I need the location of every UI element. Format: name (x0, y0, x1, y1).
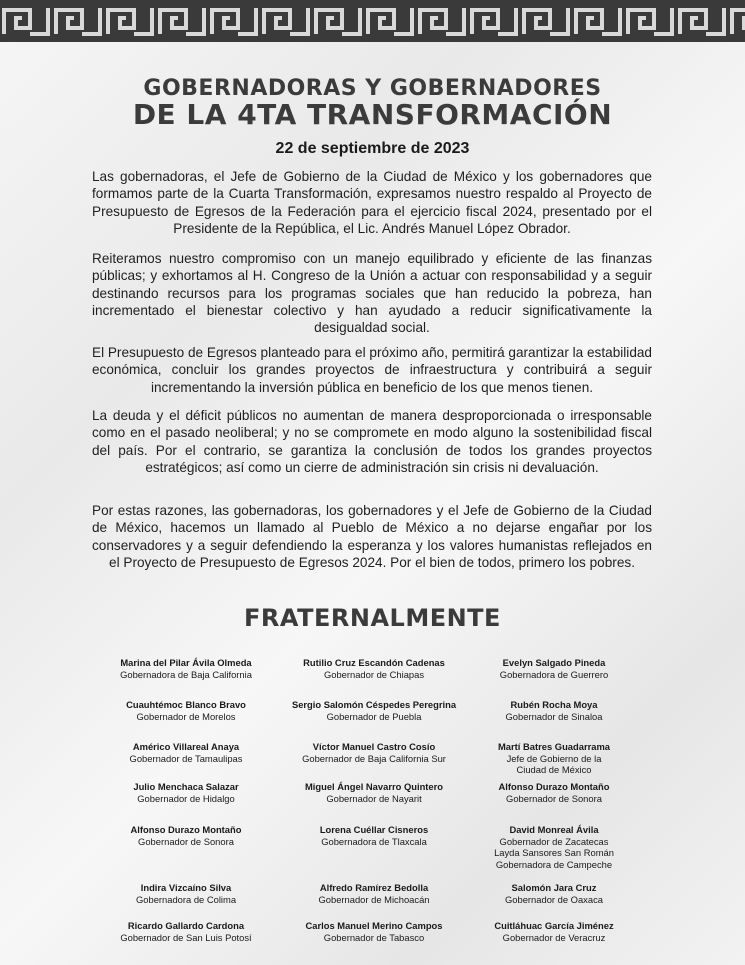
signatory-role: Gobernadora de Colima (135, 893, 237, 905)
signatory-name: Ricardo Gallardo Cardona (127, 920, 245, 931)
paragraph-2: Reiteramos nuestro compromiso con un manejo equilibrado y eficiente de las finanzas públicas; y exhortamos al H. Congreso de la Unión a actuar con responsabilidad y a seguir destinando recursos para los programas sociales que han reducido la pobreza, han incrementado el bienestar colectivo y han ayudado a reducir significativamente la desigualdad social. (92, 251, 652, 336)
signatory-role: Gobernador de Tabasco (323, 931, 425, 943)
document-title-line2: DE LA 4TA TRANSFORMACIÓN (132, 98, 613, 131)
signatory-role: Gobernador de Hidalgo (137, 792, 235, 804)
signatory (439, 882, 669, 905)
paragraph-3: El Presupuesto de Egresos planteado para el próximo año, permitirá garantizar la estabilidad económica, concluir los grandes proyectos de infraestructura y contribuirá a seguir incrementando la inversión pública en beneficio de los que menos tienen. (92, 345, 652, 395)
signatory-name: Cuitláhuac García Jiménez (494, 920, 614, 931)
signatory-name: Sergio Salomón Céspedes Peregrina (291, 699, 457, 710)
signatory-name: Miguel Ángel Navarro Quintero (304, 781, 444, 792)
signatory (439, 741, 669, 776)
signatory-role: Gobernadora de Baja California (120, 668, 252, 680)
paragraph-5: Por estas razones, las gobernadoras, los gobernadores y el Jefe de Gobierno de la Ciudad de México, hacemos un llamado al Pueblo de México a no dejarse engañar por los conservadores y a seguir defendiendo la esperanza y los valores humanistas reflejados en el Proyecto de Presupuesto de Egresos 2024. Por el bien de todos, primero los pobres. (92, 503, 652, 570)
signatory-role: Gobernador de Sonora (138, 835, 234, 847)
signatory-role: Gobernadora de Guerrero (499, 668, 609, 680)
paragraph-4: La deuda y el déficit públicos no aumentan de manera desproporcionada o irresponsable como en el pasado neoliberal; y no se compromete en modo alguno la sostenibilidad fiscal del país. Por el contrario, se garantiza la conclusión de todos los grandes proyectos estratégicos; así como un cierre de administración sin crisis ni devaluación. (92, 408, 652, 475)
signatory-name: Evelyn Salgado Pineda (502, 657, 606, 668)
signatory-name: Salomón Jara Cruz (511, 882, 597, 893)
signatory (439, 781, 669, 804)
signatory-role: Gobernador de Puebla (326, 710, 422, 722)
signatory-name: Martí Batres Guadarrama (497, 741, 611, 752)
signatory-role: Gobernador de Michoacán (318, 893, 430, 905)
signatory-name: Alfonso Durazo Montaño (498, 781, 610, 792)
document-date: 22 de septiembre de 2023 (275, 140, 470, 157)
signatory-role-line2: Ciudad de México (516, 764, 592, 775)
signatory-name: Rutilio Cruz Escandón Cadenas (303, 657, 445, 668)
signatory-role: Gobernador de Veracruz (502, 931, 606, 943)
signatory (439, 920, 669, 943)
signatory-role: Gobernador de Tamaulipas (129, 752, 243, 764)
signatory-role: Gobernador de Chiapas (323, 668, 425, 680)
signatory-name: Víctor Manuel Castro Cosío (312, 741, 436, 752)
signatory-name: Lorena Cuéllar Cisneros (319, 824, 429, 835)
signatory-name-second: Layda Sansores San Román (494, 847, 614, 858)
signatory-name: Indira Vizcaíno Silva (140, 882, 232, 893)
document-title-line1: GOBERNADORAS Y GOBERNADORES (143, 76, 602, 101)
signatory-role: Gobernador de Morelos (136, 710, 236, 722)
signatory-name: Alfonso Durazo Montaño (130, 824, 242, 835)
signatory-role: Gobernador de Sinaloa (505, 710, 603, 722)
signatory-role: Gobernador de San Luis Potosí (120, 931, 252, 943)
signatory (439, 657, 669, 680)
signatory-role-second: Gobernadora de Campeche (495, 858, 613, 870)
signatory-role: Gobernador de Sonora (506, 792, 602, 804)
signatory-role: Gobernador de Nayarit (326, 792, 422, 804)
signatory-name: David Monreal Ávila (509, 824, 599, 835)
greca-border-decoration (0, 0, 745, 42)
signatory (439, 824, 669, 870)
signatory-role: Gobernador de Baja California Sur (302, 752, 446, 764)
signatory-name: Rubén Rocha Moya (510, 699, 598, 710)
signatory-name: Alfredo Ramírez Bedolla (319, 882, 429, 893)
closing-salutation: FRATERNALMENTE (244, 604, 501, 632)
signatory-name: Carlos Manuel Merino Campos (305, 920, 443, 931)
signatory-name: Marina del Pilar Ávila Olmeda (120, 657, 252, 668)
signatory-role: Gobernador de Oaxaca (505, 893, 603, 905)
signatory-name: Julio Menchaca Salazar (133, 781, 239, 792)
signatory-name: Cuauhtémoc Blanco Bravo (126, 699, 246, 710)
paragraph-1: Las gobernadoras, el Jefe de Gobierno de la Ciudad de México y los gobernadores que formamos parte de la Cuarta Transformación, expresamos nuestro respaldo al Proyecto de Presupuesto de Egresos de la Federación para el ejercicio fiscal 2024, presentado por el Presidente de la República, el Lic. Andrés Manuel López Obrador. (92, 169, 652, 236)
signatory-role: Jefe de Gobierno de la (506, 752, 602, 764)
signatory-role: Gobernador de Zacatecas (499, 835, 609, 847)
signatory-role: Gobernadora de Tlaxcala (321, 835, 427, 847)
signatory-name: Américo Villareal Anaya (132, 741, 240, 752)
signatory (439, 699, 669, 722)
